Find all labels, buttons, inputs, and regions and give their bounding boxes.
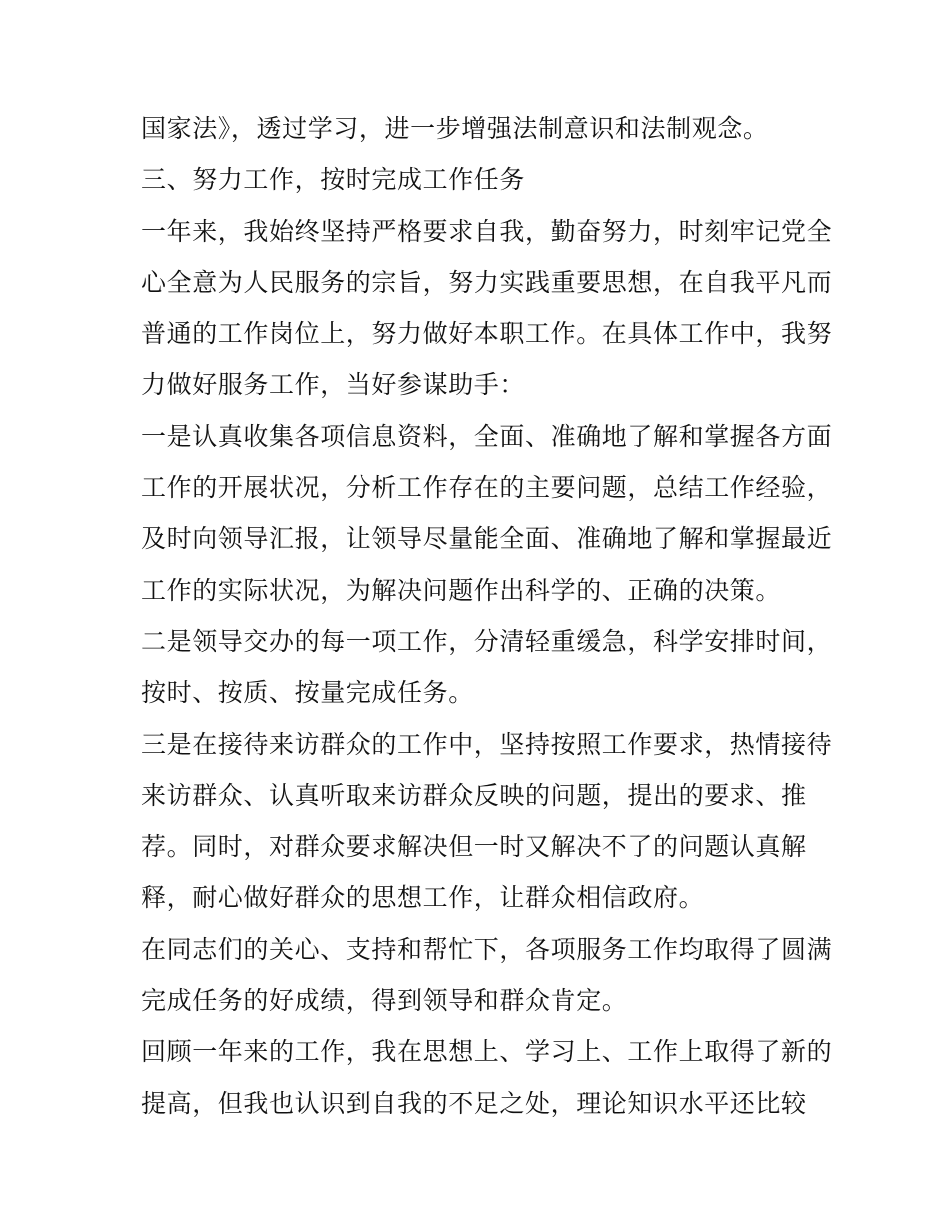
text-line: 提高，但我也认识到自我的不足之处，理论知识水平还比较 — [141, 1088, 807, 1118]
text-line: 工作的开展状况，分析工作存在的主要问题，总结工作经验， — [141, 473, 833, 503]
text-line: 来访群众、认真听取来访群众反映的问题，提出的要求、推 — [141, 780, 807, 810]
text-line: 一是认真收集各项信息资料，全面、准确地了解和掌握各方面 — [141, 421, 833, 451]
text-line: 在同志们的关心、支持和帮忙下，各项服务工作均取得了圆满 — [141, 934, 833, 964]
text-line: 回顾一年来的工作，我在思想上、学习上、工作上取得了新的 — [141, 1037, 833, 1067]
text-line: 完成任务的好成绩，得到领导和群众肯定。 — [141, 986, 628, 1016]
text-line: 及时向领导汇报，让领导尽量能全面、准确地了解和掌握最近 — [141, 524, 833, 554]
text-line: 三是在接待来访群众的工作中，坚持按照工作要求，热情接待 — [141, 729, 833, 759]
text-line: 二是领导交办的每一项工作，分清轻重缓急，科学安排时间， — [141, 626, 833, 656]
text-line: 一年来，我始终坚持严格要求自我，勤奋努力，时刻牢记党全 — [141, 216, 833, 246]
text-line: 释，耐心做好群众的思想工作，让群众相信政府。 — [141, 883, 705, 913]
text-line: 力做好服务工作，当好参谋助手： — [141, 370, 526, 400]
text-line: 普通的工作岗位上，努力做好本职工作。在具体工作中，我努 — [141, 319, 833, 349]
text-line: 心全意为人民服务的宗旨，努力实践重要思想，在自我平凡而 — [141, 267, 833, 297]
text-line: 按时、按质、按量完成任务。 — [141, 678, 474, 708]
text-line: 国家法》，透过学习，进一步增强法制意识和法制观念。 — [141, 114, 769, 143]
text-line: 荐。同时，对群众要求解决但一时又解决不了的问题认真解 — [141, 832, 807, 862]
text-line: 工作的实际状况，为解决问题作出科学的、正确的决策。 — [141, 575, 782, 605]
document-body — [141, 103, 833, 1129]
section-heading: 三、努力工作，按时完成工作任务 — [141, 165, 526, 195]
